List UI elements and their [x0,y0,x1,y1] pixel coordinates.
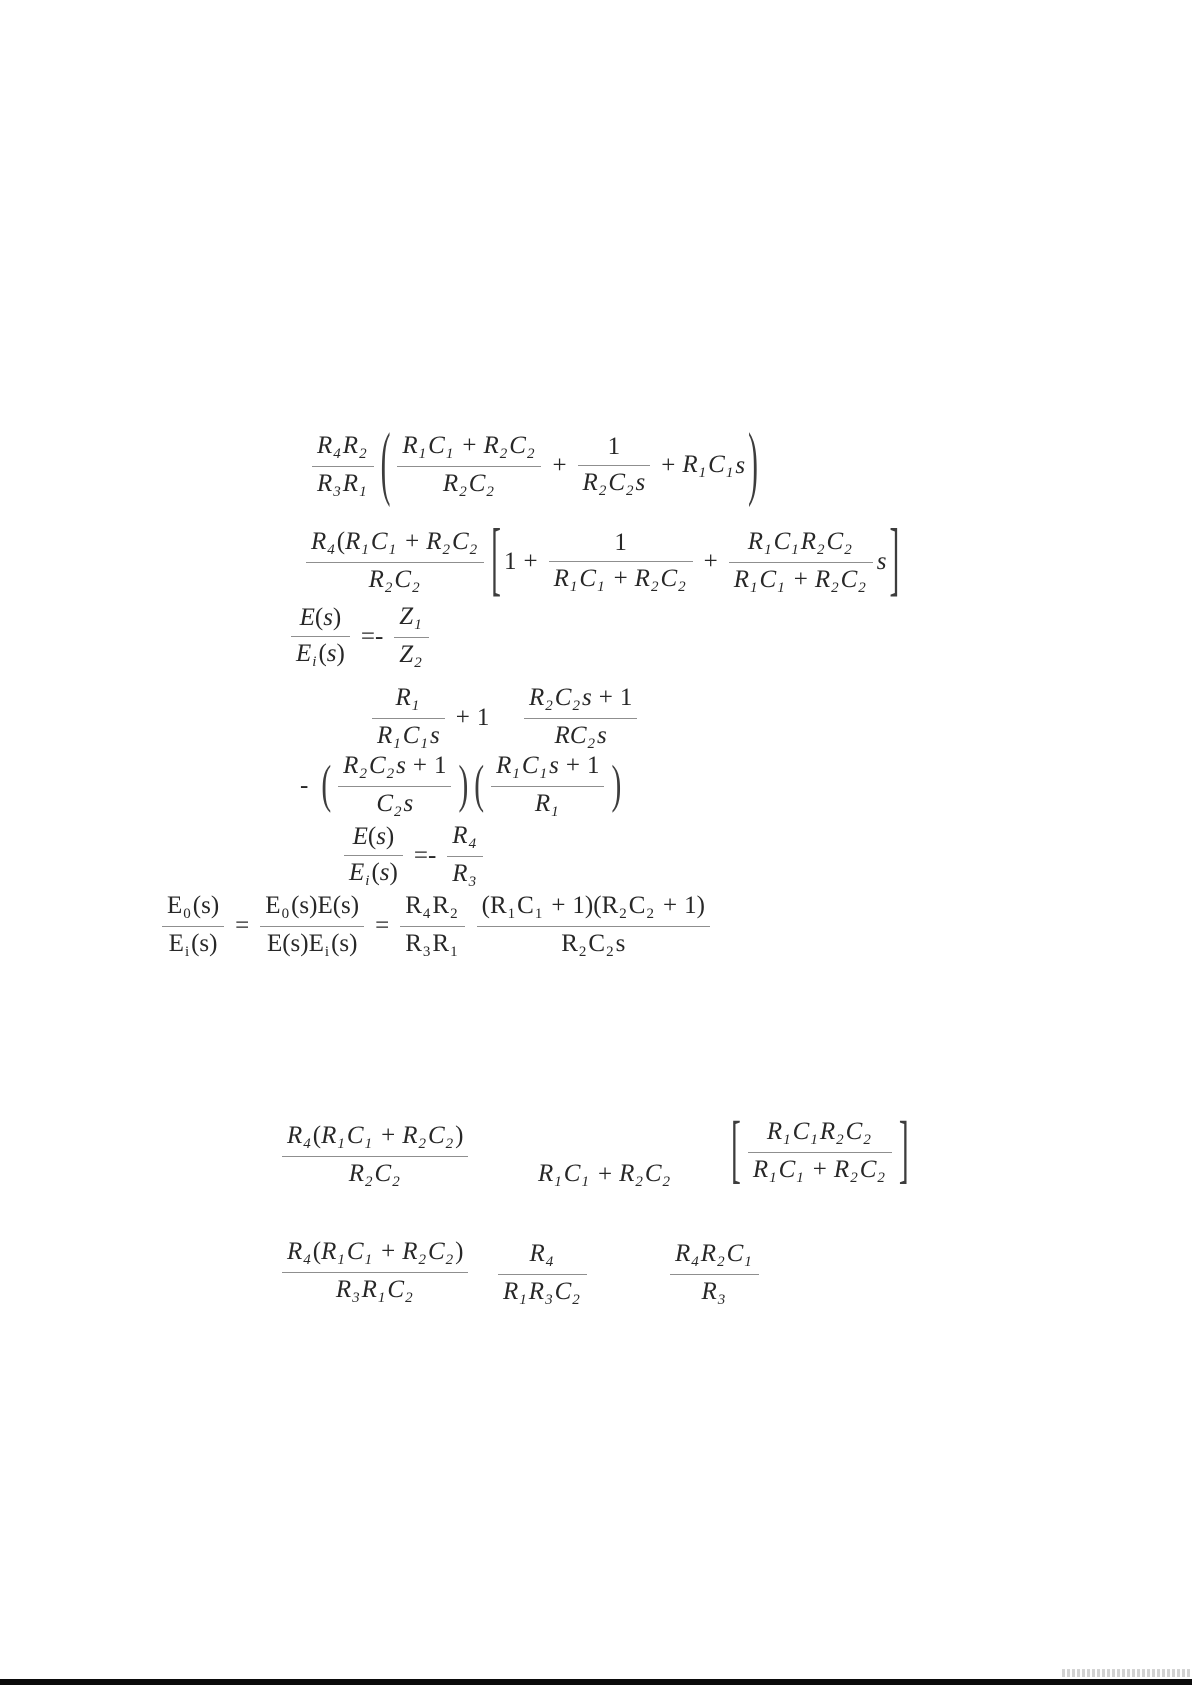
equation-transfer-expanded-1: $\frac{R4R2}{R3R1}$ ( $\frac{R1C1 + R2C2}{R2C2}$ + $\frac{1}{R2C2s}$ + R1 C1 s ) [308,432,761,501]
equation-overall-transfer-function: $\frac{E0(s)}{Ei(s)}$ = $\frac{E0(s)E(s)}{E(s)Ei(s)}$ = $\frac{R4R2}{R3R1}$ $\frac{(R1C1 + 1)(R2C2 + 1)}{R2C2s}$ [158,892,714,961]
expression-gain-term: $\frac{R4(R1C1 + R2C2)}{R2C2}$ [278,1122,472,1191]
expression-coefficient-2: $\frac{R4}{R1R3C2}$ [494,1240,591,1309]
equation-product-of-factors: - ( $\frac{R2C2s + 1}{C2s}$ ) ( $\frac{R1C1s + 1}{R1}$ ) [300,752,622,820]
equation-e-ratio-r4-r3: $\frac{E(s)}{Ei(s)}$ =- $\frac{R4}{R3}$ [340,822,487,891]
footer-caption-smudge [1062,1669,1190,1677]
equation-impedance-term-right: $\frac{R2C2s + 1}{RC2s}$ [520,684,641,753]
expression-sum-term: R1 C1 + R2 C2 [538,1160,671,1190]
equation-e-ratio-z: $\frac{E(s)}{Ei(s)}$ =- $\frac{Z1}{Z2}$ [287,603,433,672]
equation-transfer-expanded-2: $\frac{R4(R1C1 + R2C2}{R2C2}$ [ 1 + $\frac{1}{R1C1 + R2C2}$ + $\frac{R1C1R2C2}{R1C1 + R2C2}$ s ] [302,528,902,597]
expression-coefficient-1: $\frac{R4(R1C1 + R2C2)}{R3R1C2}$ [278,1238,472,1307]
equation-impedance-term-left: $\frac{R1}{R1C1s}$ + 1 [368,684,489,753]
expression-coefficient-3: $\frac{R4R2C1}{R3}$ [666,1240,763,1309]
window-bottom-bar [0,1679,1192,1685]
expression-bracketed-time-constant: [ $\frac{R1C1R2C2}{R1C1 + R2C2}$ ] [731,1108,909,1192]
